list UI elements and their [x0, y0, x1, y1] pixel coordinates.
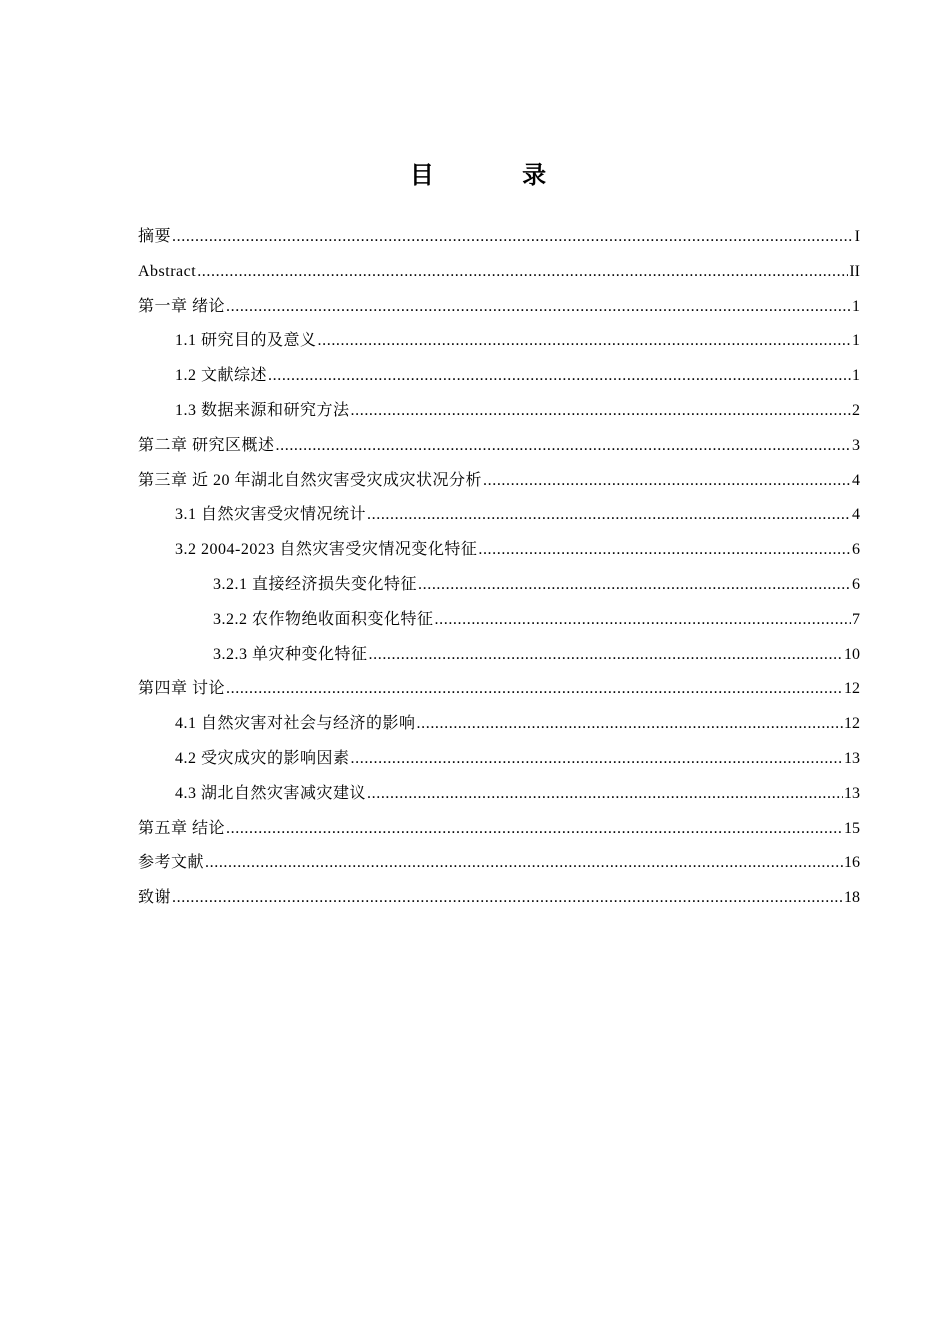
toc-leader-dots: [367, 500, 851, 530]
toc-entry-page-number: 16: [844, 854, 860, 872]
toc-entry[interactable]: [138, 605, 860, 640]
toc-entry-label: 第四章 讨论: [138, 680, 226, 698]
toc-leader-dots: [205, 848, 843, 878]
toc-entry-page-number: 1: [852, 367, 860, 385]
toc-list: [138, 222, 860, 918]
toc-leader-dots: [367, 779, 843, 809]
toc-entry-label: 1.1 研究目的及意义: [175, 332, 317, 350]
toc-entry[interactable]: [138, 848, 860, 883]
toc-leader-dots: [268, 361, 851, 391]
toc-leader-dots: [435, 605, 851, 635]
toc-leader-dots: [369, 640, 843, 670]
toc-entry[interactable]: [138, 814, 860, 849]
toc-leader-dots: [351, 744, 843, 774]
toc-entry-label: 参考文献: [138, 854, 205, 872]
toc-entry[interactable]: [138, 674, 860, 709]
toc-entry-label: Abstract: [138, 262, 197, 280]
toc-entry[interactable]: [138, 709, 860, 744]
toc-entry-page-number: 6: [852, 541, 860, 559]
toc-leader-dots: [197, 257, 848, 287]
toc-entry[interactable]: [138, 361, 860, 396]
toc-entry[interactable]: [138, 640, 860, 675]
toc-entry[interactable]: [138, 500, 860, 535]
toc-title: 目 录: [409, 161, 587, 189]
toc-entry-page-number: 12: [844, 715, 860, 733]
toc-leader-dots: [417, 709, 843, 739]
toc-entry[interactable]: [138, 744, 860, 779]
toc-entry-page-number: 13: [844, 784, 860, 802]
toc-leader-dots: [172, 222, 854, 252]
toc-entry-page-number: 4: [852, 471, 860, 489]
toc-entry-label: 第一章 绪论: [138, 297, 226, 315]
toc-entry[interactable]: [138, 883, 860, 918]
toc-entry[interactable]: [138, 396, 860, 431]
toc-entry[interactable]: [138, 292, 860, 327]
toc-entry-label: 3.2 2004-2023 自然灾害受灾情况变化特征: [175, 541, 478, 559]
toc-entry-page-number: 2: [852, 401, 860, 419]
toc-leader-dots: [276, 431, 851, 461]
toc-entry-page-number: 12: [844, 680, 860, 698]
toc-entry-label: 第五章 结论: [138, 819, 226, 837]
toc-entry[interactable]: [138, 257, 860, 292]
toc-entry-label: 第三章 近 20 年湖北自然灾害受灾成灾状况分析: [138, 471, 483, 489]
toc-entry-label: 1.2 文献综述: [175, 367, 268, 385]
toc-entry-page-number: 15: [844, 819, 860, 837]
toc-entry[interactable]: [138, 570, 860, 605]
toc-entry-page-number: 4: [852, 506, 860, 524]
toc-entry[interactable]: [138, 326, 860, 361]
toc-leader-dots: [226, 292, 851, 322]
toc-leader-dots: [351, 396, 851, 426]
toc-entry-page-number: 1: [852, 297, 860, 315]
toc-leader-dots: [318, 326, 851, 356]
toc-entry[interactable]: [138, 466, 860, 501]
toc-entry[interactable]: [138, 535, 860, 570]
toc-entry-label: 1.3 数据来源和研究方法: [175, 401, 350, 419]
toc-leader-dots: [483, 466, 851, 496]
toc-entry-label: 第二章 研究区概述: [138, 436, 275, 454]
toc-entry-page-number: 10: [844, 645, 860, 663]
toc-entry-label: 4.1 自然灾害对社会与经济的影响: [175, 715, 416, 733]
toc-entry-page-number: 1: [852, 332, 860, 350]
toc-entry[interactable]: [138, 431, 860, 466]
toc-leader-dots: [226, 674, 843, 704]
toc-entry-page-number: 13: [844, 749, 860, 767]
toc-entry-label: 3.2.3 单灾种变化特征: [213, 645, 368, 663]
toc-entry-label: 3.2.1 直接经济损失变化特征: [213, 575, 418, 593]
toc-leader-dots: [418, 570, 851, 600]
toc-entry-label: 3.1 自然灾害受灾情况统计: [175, 506, 367, 524]
toc-entry-label: 4.2 受灾成灾的影响因素: [175, 749, 350, 767]
toc-entry-page-number: I: [854, 228, 860, 245]
toc-entry-page-number: II: [849, 262, 860, 280]
toc-leader-dots: [478, 535, 851, 565]
toc-entry-label: 摘要: [138, 228, 172, 245]
toc-entry[interactable]: [138, 222, 860, 257]
toc-entry[interactable]: [138, 779, 860, 814]
toc-entry-page-number: 3: [852, 436, 860, 454]
toc-entry-label: 3.2.2 农作物绝收面积变化特征: [213, 610, 434, 628]
toc-leader-dots: [226, 814, 843, 844]
toc-entry-page-number: 6: [852, 575, 860, 593]
toc-leader-dots: [172, 883, 843, 913]
toc-entry-label: 4.3 湖北自然灾害减灾建议: [175, 784, 367, 802]
toc-entry-label: 致谢: [138, 889, 172, 907]
toc-entry-page-number: 7: [852, 610, 860, 628]
toc-entry-page-number: 18: [844, 889, 860, 907]
